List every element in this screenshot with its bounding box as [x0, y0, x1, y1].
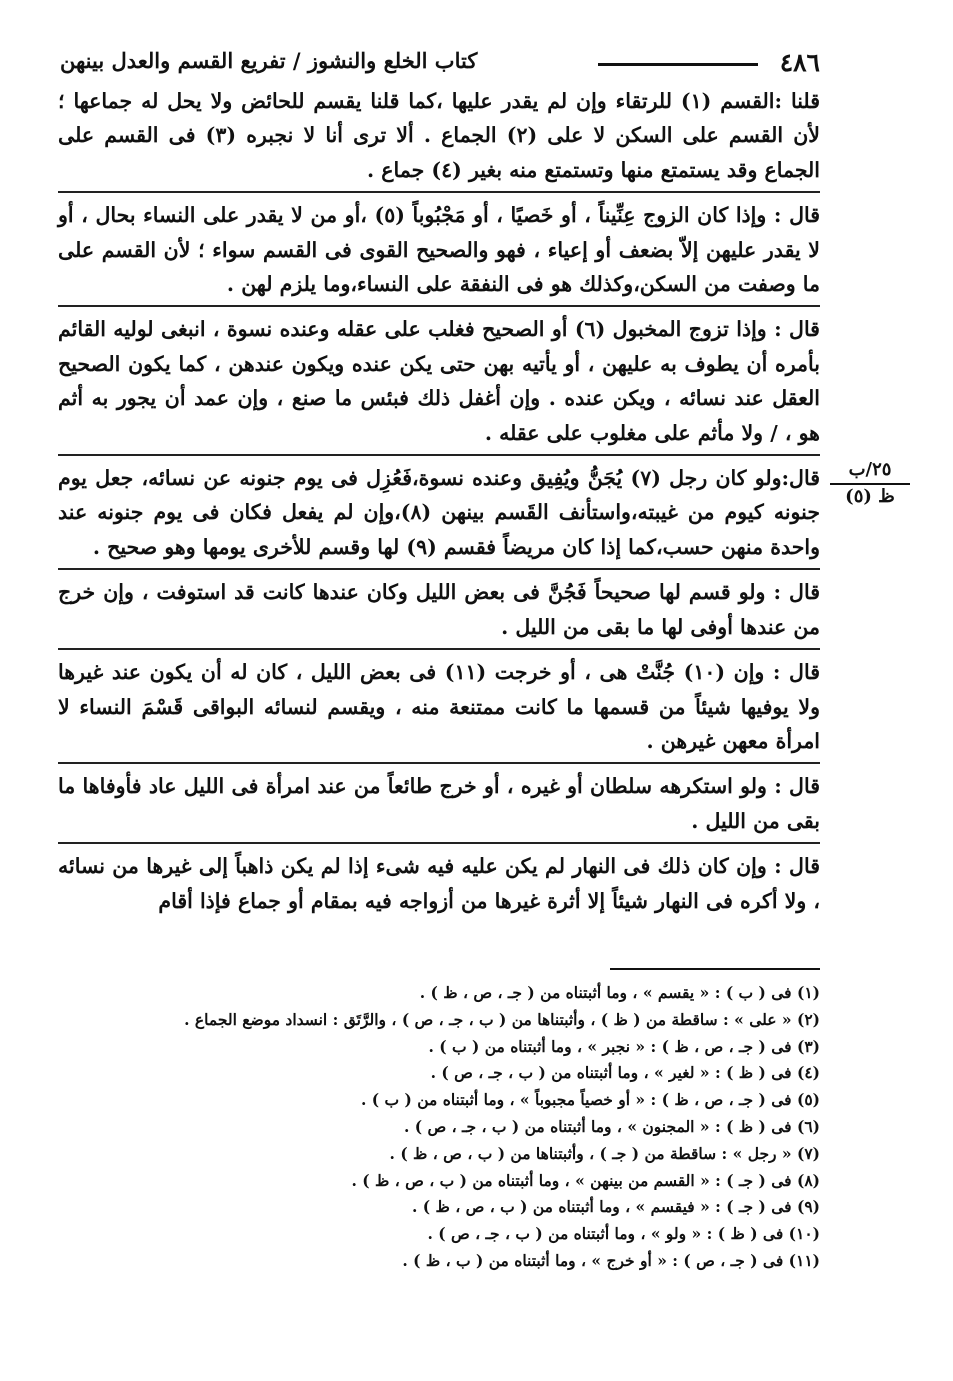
footnote: (٦) فى ( ظ ) : « المجنون » ، وما أثبتناه من ( ب ، جـ ، ص ) .	[403, 1116, 820, 1136]
footnote: (٣) فى ( جـ ، ص ، ظ ) : « نجبر » ، وما أثبتناه من ( ب ) .	[428, 1036, 820, 1056]
footnote: (٢) « على » : ساقطة من ( ظ ) ، وأثبتناها من ( ب ، جـ ، ص ) ، والرَّتَق : انسداد موضع الجماع .	[184, 1009, 820, 1029]
paragraph: قال : ولو قسم لها صحيحاً فَجُنَّ فى بعض الليل وكان عندها كانت قد استوفت ، وإن خرج من عندها أوفى لها ما بقى من الليل .	[58, 575, 820, 650]
footnote: (١٠) فى ( ظ ) : « ولو » ، وما أثبتناه من ( ب ، جـ ، ص ) .	[427, 1224, 820, 1244]
main-text	[58, 84, 820, 927]
manuscript-margin-note	[830, 459, 910, 508]
paragraph: قال : وإن كان ذلك فى النهار لم يكن عليه فيه شىء إذا لم يكن ذاهباً إلى غيرها من نسائه ، ولا أكره فى النهار شيئاً إلا أثرة غيرها من أزواجه فيه بمقام أو جماع فإذا أقام	[58, 854, 820, 913]
paragraph: قال : ولو استكرهه سلطان أو غيره ، أو خرج طائعاً من عند امرأة فى الليل عاد فأوفاها ما بقى من الليل .	[58, 769, 820, 844]
footnotes	[140, 980, 820, 1275]
footnote: (٩) فى ( جـ ) : « فيقسم » ، وما أثبتناه من ( ب ، ص ، ظ ) .	[411, 1197, 820, 1217]
paragraph: قال : وإن (١٠) جُنَّتْ هى ، أو خرجت (١١) فى بعض الليل ، كان له أن يكون عند غيرها ولا يوفيها شيئاً من قسمها ما كانت ممتنعة منه ، ويقسم لنسائه البواقى قَسْمَ النساء لا امرأة معهن غيرهن .	[58, 655, 820, 764]
running-title: كتاب الخلع والنشوز / تفريع القسم والعدل بينهن	[60, 48, 478, 73]
footnote: (١) فى ( ب ) : « يقسم » ، وما أثبتناه من ( جـ ، ص ، ظ ) .	[419, 983, 820, 1002]
footnote: (١١) فى ( جـ ، ص ) : « أو خرج » ، وما أثبتناه من ( ب ، ظ ) .	[402, 1250, 820, 1270]
manuscript-reference: ظ (٥)	[845, 486, 895, 507]
page-number: ٤٨٦	[779, 48, 820, 77]
footnote: (٤) فى ( ظ ) : « لغير » ، وما أثبتناه من ( ب ، جـ ، ص ) .	[430, 1063, 820, 1083]
paragraph: قلنا :القسم (١) للرتقاء وإن لم يقدر عليها ،كما قلنا يقسم للحائض ولا يحل له جماعها ؛ لأن القسم على السكن لا على (٢) الجماع . ألا ترى أنا لا نجبره (٣) فى القسم على الجماع وقد يستمتع منها وتستمتع منه بغير (٤) جماع .	[58, 84, 820, 193]
paragraph: قال:ولو كان رجل (٧) يُجَنُّ ويُفِيق وعنده نسوة،فَعُزِل فى يوم جنونه عن نسائه، جعل يوم جنونه كيوم من غيبته،واستأنف القَسم بينهن (٨)،وإن لم يفعل فكان فى يوم جنونه عند واحدة منهن حسب،كما إذا كان مريضاً فقسم (٩) لها وقسم للأخرى يومها وهو صحيح .	[58, 461, 820, 570]
folio-reference: ٢٥/ب	[830, 459, 910, 485]
paragraph: قال : وإذا كان الزوج عِنِّيناً ، أو خَصيًا ، أو مَجْبُوباً (٥) ،أو من لا يقدر على النساء بحال ، أو لا يقدر عليهن إلاّ بضعف أو إعياء ، فهو والصحيح القوى فى القسم سواء ؛ لأن القسم على ما وصفت من السكن،وكذلك هو فى النفقة على النساء،وما يلزم لهن .	[58, 198, 820, 307]
footnote: (٧) « رجل » : ساقطة من ( جـ ) ، وأثبتناها من ( ب ، ص ، ظ ) .	[389, 1143, 820, 1163]
footnote-separator	[610, 968, 820, 970]
footnote: (٨) فى ( جـ ) : « القسم من بينهن » ، وما أثبتناه من ( ب ، ص ، ظ ) .	[351, 1170, 820, 1190]
paragraph: قال : وإذا تزوج المخبول (٦) أو الصحيح فغلب على عقله وعنده نسوة ، انبغى لوليه القائم بأمره أن يطوف به عليهن ، أو يأتيه بهن حتى يكن عنده ويكون عندهن ، كما يكون الصحيح العقل عند نسائه ، ويكن عنده . وإن أغفل ذلك فبئس ما صنع ، وإن عمد أن يجور به أثم هو ، / ولا مأثم على مغلوب على عقله .	[58, 312, 820, 456]
header-rule	[598, 63, 758, 66]
page-header	[60, 44, 820, 84]
footnote: (٥) فى ( جـ ، ص ، ظ ) : « أو خصياً مجبوباً » ، وما أثبتناه من ( ب ) .	[360, 1090, 820, 1110]
